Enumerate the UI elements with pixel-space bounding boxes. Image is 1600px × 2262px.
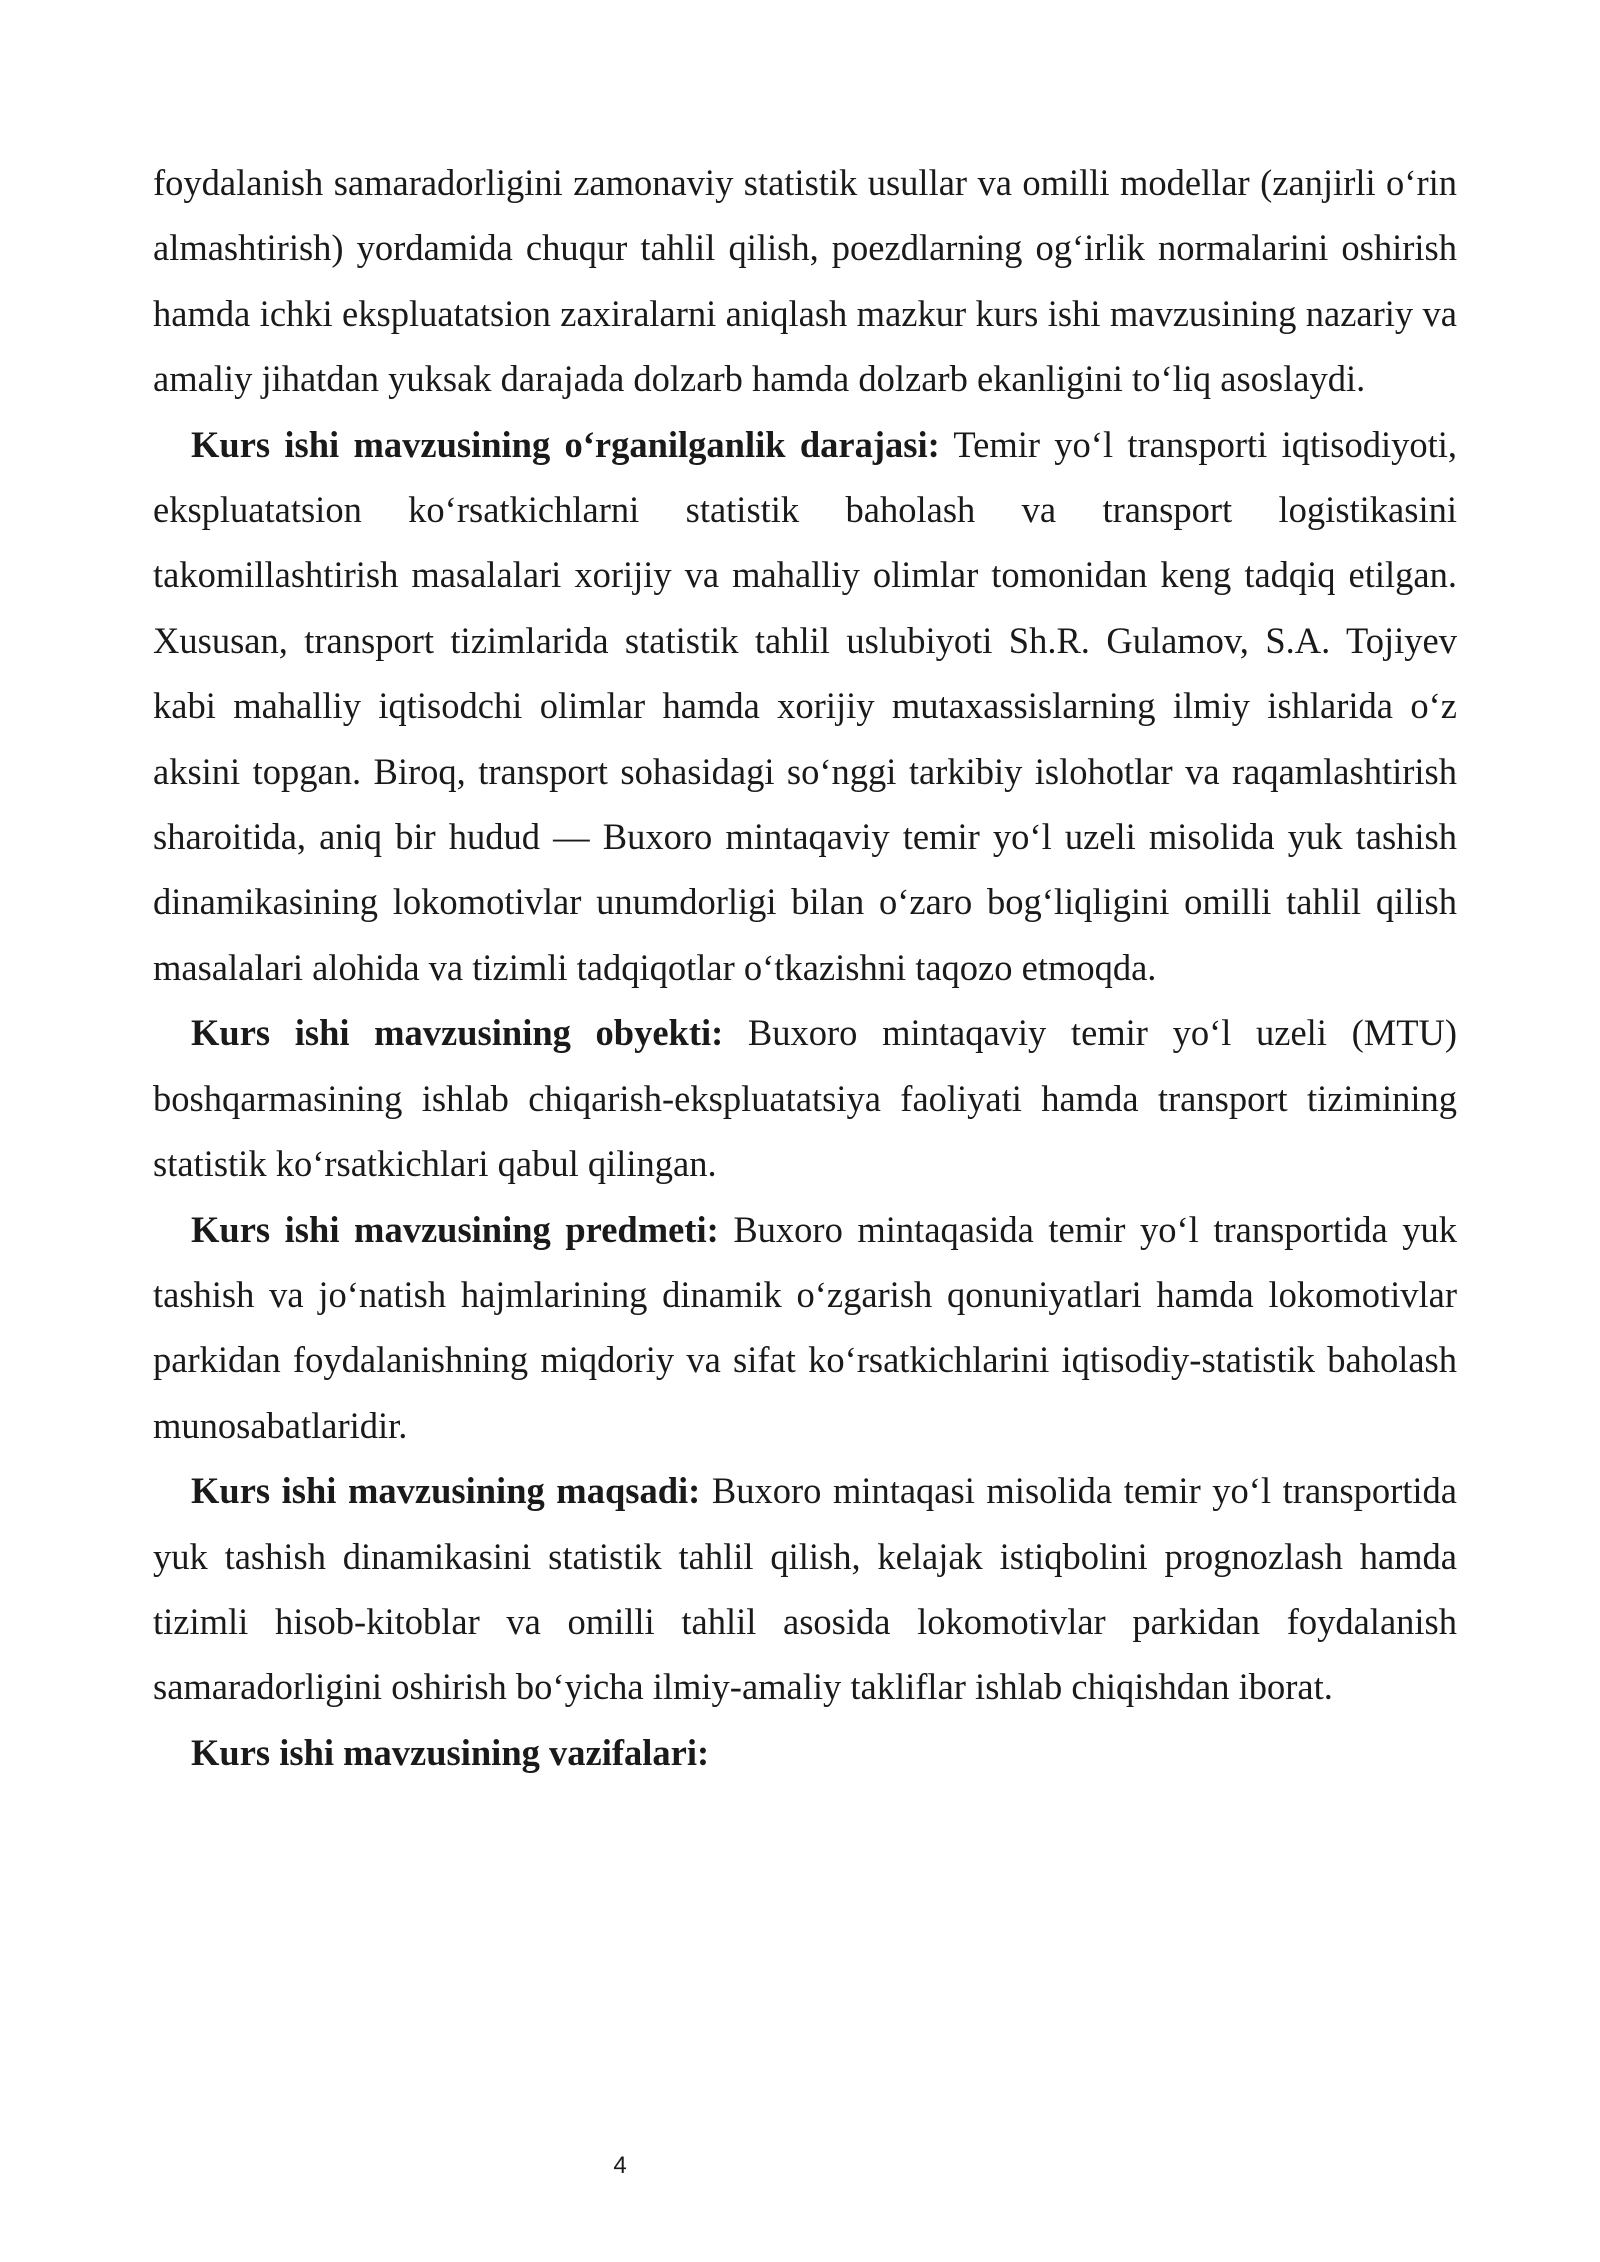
paragraph-study-level bbox=[153, 412, 1457, 1001]
paragraph-text: Buxoro mintaqasida temir yo‘l transportida yuk tashish va jo‘natish hajmlarining dinamik o‘zgarish qonuniyatlari hamda lokomotivlar parkidan foydalanishning miqdoriy va sifat ko‘rsatkichlarini iqtisodiy-statistik baholash munosabatlaridir. bbox=[153, 1208, 1457, 1446]
paragraph-heading: Kurs ishi mavzusining maqsadi: bbox=[191, 1470, 701, 1512]
paragraph-text: Buxoro mintaqasi misolida temir yo‘l transportida yuk tashish dinamikasini statistik tahlil qilish, kelajak istiqbolini prognozlash hamda tizimli hisob-kitoblar va omilli tahlil asosida lokomotivlar parkidan foydalanish samaradorligini oshirish bo‘yicha ilmiy-amaliy takliflar ishlab chiqishdan iborat. bbox=[153, 1470, 1457, 1708]
paragraph-text: Temir yo‘l transporti iqtisodiyoti, ekspluatatsion ko‘rsatkichlarni statistik baholash va transport logistikasini takomillashtirish masalalari xorijiy va mahalliy olimlar tomonidan keng tadqiq etilgan. Xususan, transport tizimlarida statistik tahlil uslubiyoti Sh.R. Gulamov, S.A. Tojiyev kabi mahalliy iqtisodchi olimlar hamda xorijiy mutaxassislarning ilmiy ishlarida o‘z aksini topgan. Biroq, transport sohasidagi so‘nggi tarkibiy islohotlar va raqamlashtirish sharoitida, aniq bir hudud — Buxoro mintaqaviy temir yo‘l uzeli misolida yuk tashish dinamikasining lokomotivlar unumdorligi bilan o‘zaro bog‘liqligini omilli tahlil qilish masalalari alohida va tizimli tadqiqotlar o‘tkazishni taqozo etmoqda. bbox=[153, 423, 1457, 988]
paragraph-object bbox=[153, 1000, 1457, 1196]
paragraph-goal bbox=[153, 1458, 1457, 1720]
paragraph-continuation bbox=[153, 150, 1457, 412]
paragraph-tasks bbox=[153, 1720, 1457, 1785]
body-text bbox=[153, 150, 1457, 1785]
paragraph-text: Buxoro mintaqaviy temir yo‘l uzeli (MTU) boshqarmasining ishlab chiqarish-ekspluatatsiya faoliyati hamda transport tizimining statistik ko‘rsatkichlari qabul qilingan. bbox=[153, 1012, 1458, 1185]
paragraph-subject bbox=[153, 1197, 1457, 1459]
page-number: 4 bbox=[613, 2152, 627, 2179]
paragraph-heading: Kurs ishi mavzusining vazifalari: bbox=[191, 1731, 710, 1773]
paragraph-heading: Kurs ishi mavzusining predmeti: bbox=[191, 1208, 719, 1250]
paragraph-text: foydalanish samaradorligini zamonaviy statistik usullar va omilli modellar (zanjirli o‘rin almashtirish) yordamida chuqur tahlil qilish, poezdlarning og‘irlik normalarini oshirish hamda ichki ekspluatatsion zaxiralarni aniqlash mazkur kurs ishi mavzusining nazariy va amaliy jihatdan yuksak darajada dolzarb hamda dolzarb ekanligini to‘liq asoslaydi. bbox=[153, 162, 1457, 400]
paragraph-heading: Kurs ishi mavzusining obyekti: bbox=[191, 1012, 724, 1054]
paragraph-heading: Kurs ishi mavzusining o‘rganilganlik darajasi: bbox=[191, 423, 940, 465]
